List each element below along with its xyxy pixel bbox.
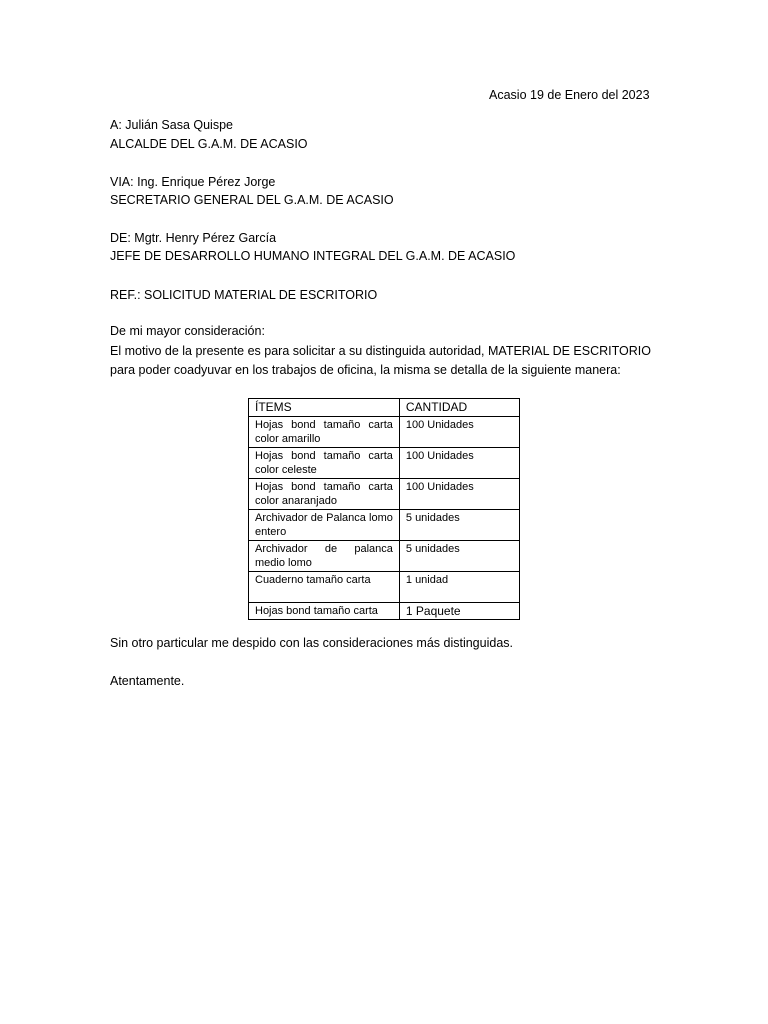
quantity-cell: 1 unidad xyxy=(399,572,519,603)
quantity-cell: 5 unidades xyxy=(399,541,519,572)
item-cell: Archivador de palanca medio lomo xyxy=(249,541,400,572)
sign-off: Atentamente. xyxy=(110,674,185,688)
quantity-cell: 1 Paquete xyxy=(399,603,519,620)
table-row xyxy=(249,479,520,510)
closing-line: Sin otro particular me despido con las consideraciones más distinguidas. xyxy=(110,636,513,650)
item-cell: Hojas bond tamaño carta xyxy=(249,603,400,620)
table-row xyxy=(249,541,520,572)
table-row xyxy=(249,510,520,541)
body-line-1: El motivo de la presente es para solicitar a su distinguida autoridad, MATERIAL DE ESCRITORIO xyxy=(110,344,651,358)
greeting: De mi mayor consideración: xyxy=(110,324,265,338)
reference-line: REF.: SOLICITUD MATERIAL DE ESCRITORIO xyxy=(110,288,378,302)
table-header-row xyxy=(249,399,520,417)
item-cell: Hojas bond tamaño carta color anaranjado xyxy=(249,479,400,510)
via-title: SECRETARIO GENERAL DEL G.A.M. DE ACASIO xyxy=(110,193,394,207)
via-name: VIA: Ing. Enrique Pérez Jorge xyxy=(110,175,276,189)
table-row xyxy=(249,572,520,603)
quantity-cell: 100 Unidades xyxy=(399,448,519,479)
quantity-cell: 100 Unidades xyxy=(399,417,519,448)
quantity-cell: 5 unidades xyxy=(399,510,519,541)
items-table xyxy=(248,398,520,620)
table-row xyxy=(249,448,520,479)
sender-title: JEFE DE DESARROLLO HUMANO INTEGRAL DEL G.A.M. DE ACASIO xyxy=(110,249,516,263)
item-cell: Archivador de Palanca lomo entero xyxy=(249,510,400,541)
item-cell: Hojas bond tamaño carta color celeste xyxy=(249,448,400,479)
item-cell: Cuaderno tamaño carta xyxy=(249,572,400,603)
item-cell: Hojas bond tamaño carta color amarillo xyxy=(249,417,400,448)
header-items: ÍTEMS xyxy=(249,399,400,417)
letter-date: Acasio 19 de Enero del 2023 xyxy=(489,88,650,102)
table-row xyxy=(249,417,520,448)
recipient-name: A: Julián Sasa Quispe xyxy=(110,118,233,132)
sender-name: DE: Mgtr. Henry Pérez García xyxy=(110,231,277,245)
quantity-cell: 100 Unidades xyxy=(399,479,519,510)
table-row xyxy=(249,603,520,620)
header-quantity: CANTIDAD xyxy=(399,399,519,417)
body-line-2: para poder coadyuvar en los trabajos de oficina, la misma se detalla de la siguiente manera: xyxy=(110,363,621,377)
recipient-title: ALCALDE DEL G.A.M. DE ACASIO xyxy=(110,137,308,151)
